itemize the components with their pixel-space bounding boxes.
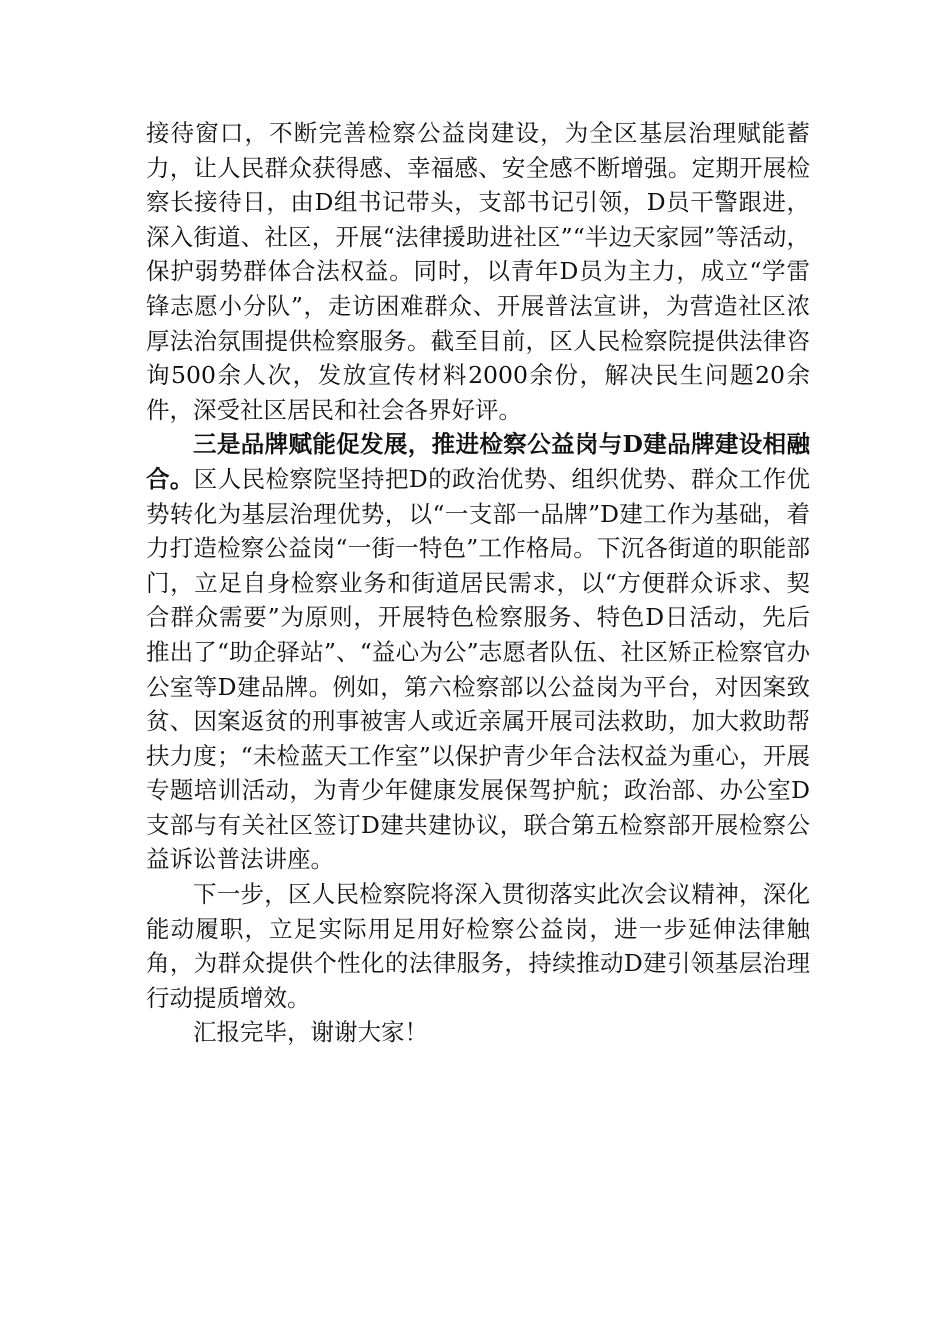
- document-body: [146, 116, 810, 1050]
- paragraph-next-steps: 下一步，区人民检察院将深入贯彻落实此次会议精神，深化能动履职，立足实际用足用好检察公益岗，进一步延伸法律触角，为群众提供个性化的法律服务，持续推动D建引领基层治理行动提质增效。: [146, 880, 810, 1012]
- paragraph-heading: 三是品牌赋能促发展，推进检察公益岗与D建品牌建设相融合。: [146, 430, 810, 493]
- paragraph-closing: 汇报完毕，谢谢大家！: [193, 1018, 428, 1047]
- paragraph-brand-empowerment: [146, 427, 810, 877]
- paragraph-service-window: 接待窗口，不断完善检察公益岗建设，为全区基层治理赋能蓄力，让人民群众获得感、幸福感、安全感不断增强。定期开展检察长接待日，由D组书记带头，支部书记引领，D员干警跟进，深入街道、社区，开展“法律援助进社区”“半边天家园”等活动，保护弱势群体合法权益。同时，以青年D员为主力，成立“学雷锋志愿小分队”，走访困难群众、开展普法宣讲，为营造社区浓厚法治氛围提供检察服务。截至目前，区人民检察院提供法律咨询500余人次，发放宣传材料2000余份，解决民生问题20余件，深受社区居民和社会各界好评。: [146, 119, 810, 424]
- paragraph-text: 区人民检察院坚持把D的政治优势、组织优势、群众工作优势转化为基层治理优势，以“一支部一品牌”D建工作为基础，着力打造检察公益岗“一街一特色”工作格局。下沉各街道的职能部门，立足自身检察业务和街道居民需求，以“方便群众诉求、契合群众需要”为原则，开展特色检察服务、特色D日活动，先后推出了“助企驿站”、“益心为公”志愿者队伍、社区矫正检察官办公室等D建品牌。例如，第六检察部以公益岗为平台，对因案致贫、因案返贫的刑事被害人或近亲属开展司法救助，加大救助帮扶力度；“未检蓝天工作室”以保护青少年合法权益为重心，开展专题培训活动，为青少年健康发展保驾护航；政治部、办公室D支部与有关社区签订D建共建协议，联合第五检察部开展检察公益诉讼普法讲座。: [146, 464, 811, 874]
